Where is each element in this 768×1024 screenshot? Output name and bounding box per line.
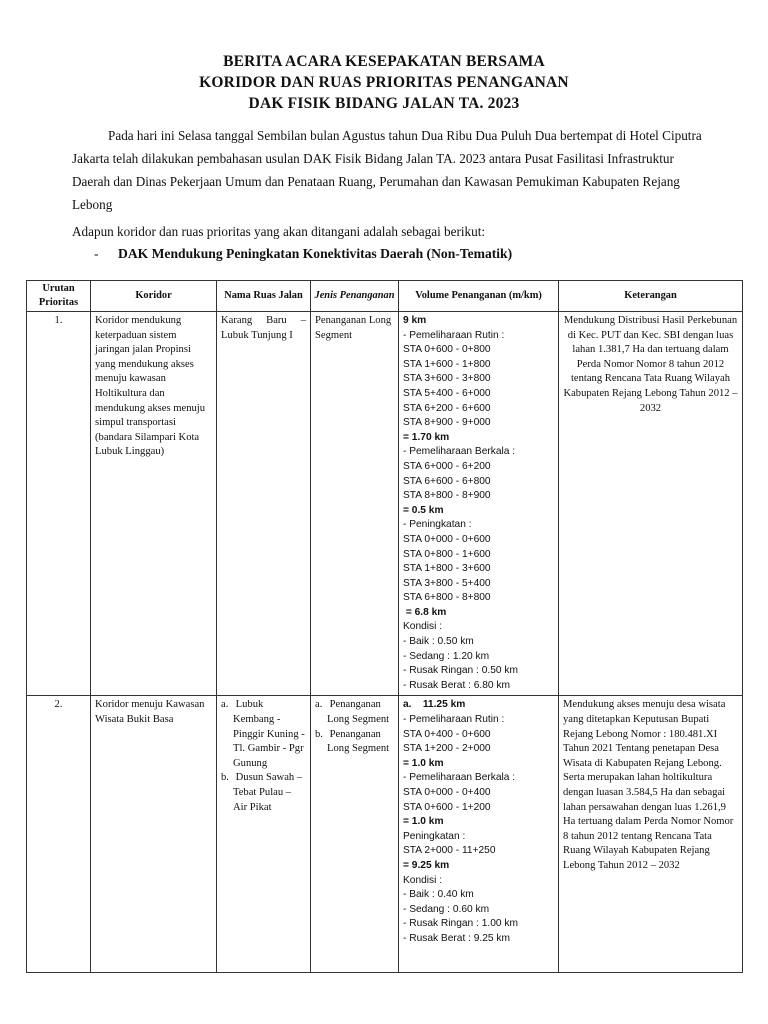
volume-line: - Sedang : 0.60 km xyxy=(403,903,490,915)
volume-line: STA 8+800 - 8+900 xyxy=(403,490,491,502)
volume-line: STA 0+600 - 0+800 xyxy=(403,344,491,356)
volume-line: = 1.0 km xyxy=(403,816,444,828)
section-heading xyxy=(94,244,512,264)
row-priority: 1. xyxy=(27,312,91,696)
header-koridor: Koridor xyxy=(91,281,217,312)
volume-line: - Pemeliharaan Berkala : xyxy=(403,772,516,784)
volume-line: STA 2+000 - 11+250 xyxy=(403,845,496,857)
volume-line: = 6.8 km xyxy=(403,606,447,618)
volume-line: STA 0+000 - 0+400 xyxy=(403,787,491,798)
volume-line: - Peningkatan : xyxy=(403,519,472,531)
volume-line: - Rusak Ringan : 0.50 km xyxy=(403,665,518,677)
marked-list-item xyxy=(221,698,306,771)
priority-table xyxy=(26,280,743,973)
row-volume xyxy=(399,696,559,973)
volume-line: Kondisi : xyxy=(403,874,443,886)
volume-line: - Rusak Berat : 9.25 km xyxy=(403,932,511,944)
volume-line: STA 6+600 - 6+800 xyxy=(403,475,491,487)
section-dash: - xyxy=(94,246,99,261)
volume-line: = 1.70 km xyxy=(403,431,450,443)
volume-line: STA 1+800 - 3+600 xyxy=(403,563,491,575)
header-jenis: Jenis Penanganan xyxy=(311,281,399,312)
volume-line: = 9.25 km xyxy=(403,859,450,871)
volume-line: STA 6+800 - 8+800 xyxy=(403,592,491,604)
volume-line: STA 5+400 - 6+000 xyxy=(403,387,491,399)
row-ruas xyxy=(217,696,311,973)
volume-line: STA 0+400 - 0+600 xyxy=(403,728,491,740)
volume-line: Peningkatan : xyxy=(403,830,466,842)
row-keterangan: Mendukung Distribusi Hasil Perkebunan di Kec. PUT dan Kec. SBI dengan luas lahan 1.381,7 Ha dan tertuang dalam Perda Nomor Nomor 8 tahun 2012 tentang Rencana Tata Ruang Wilayah Kabupaten Rejang Lebong Tahun 2012 – 2032 xyxy=(559,312,743,696)
list-marker: b. xyxy=(221,772,229,784)
volume-line: STA 6+200 - 6+600 xyxy=(403,402,491,414)
intro-paragraph: Pada hari ini Selasa tanggal Sembilan bulan Agustus tahun Dua Ribu Dua Puluh Dua bertempat di Hotel Ciputra Jakarta telah dilakukan pembahasan usulan DAK Fisik Bidang Jalan TA. 2023 antara Pusat Fasilitasi Infrastruktur Daerah dan Dinas Pekerjaan Umum dan Penataan Ruang, Perumahan dan Kawasan Pemukiman Kabupaten Rejang Lebong xyxy=(72,128,702,212)
list-text: Penanganan Long Segment xyxy=(327,728,390,755)
marked-list-item xyxy=(315,728,394,757)
document-title-line-1: BERITA ACARA KESEPAKATAN BERSAMA xyxy=(223,53,545,70)
list-marker: a. xyxy=(221,699,229,711)
list-marker: b. xyxy=(315,728,323,740)
header-nama-ruas: Nama Ruas Jalan xyxy=(217,281,311,312)
volume-line: - Pemeliharaan Rutin : xyxy=(403,714,505,726)
volume-line: 9 km xyxy=(403,315,427,326)
volume-line: STA 1+200 - 2+000 xyxy=(403,743,491,755)
volume-line: = 1.0 km xyxy=(403,757,444,769)
header-urutan: Urutan Prioritas xyxy=(27,281,91,312)
volume-line: STA 0+000 - 0+600 xyxy=(403,533,491,545)
volume-line: - Baik : 0.40 km xyxy=(403,889,474,901)
volume-line: STA 0+600 - 1+200 xyxy=(403,801,491,813)
section-heading-text: DAK Mendukung Peningkatan Konektivitas Daerah (Non-Tematik) xyxy=(118,246,513,261)
list-text: Penanganan Long Segment xyxy=(327,699,390,726)
volume-line: a. 11.25 km xyxy=(403,699,466,711)
row-jenis xyxy=(311,696,399,973)
marked-list-item xyxy=(221,771,306,815)
document-title-line-2: KORIDOR DAN RUAS PRIORITAS PENANGANAN xyxy=(199,74,569,91)
volume-line: STA 3+800 - 5+400 xyxy=(403,577,491,589)
volume-line: Kondisi : xyxy=(403,621,443,633)
header-keterangan: Keterangan xyxy=(559,281,743,312)
volume-line: STA 3+600 - 3+800 xyxy=(403,373,491,385)
volume-line: - Baik : 0.50 km xyxy=(403,636,474,648)
header-volume: Volume Penanganan (m/km) xyxy=(399,281,559,312)
intro-sentence: Adapun koridor dan ruas prioritas yang akan ditangani adalah sebagai berikut: xyxy=(72,224,486,239)
table-row xyxy=(27,312,743,696)
volume-line: - Pemeliharaan Rutin : xyxy=(403,329,505,341)
row-ruas: Karang Baru – Lubuk Tunjung I xyxy=(217,312,311,696)
list-marker: a. xyxy=(315,699,323,711)
table-header-row xyxy=(27,281,743,312)
row-koridor: Koridor mendukung keterpaduan sistem jaringan jalan Propinsi yang mendukung akses menuju kawasan Holtikultura dan mendukung akses menuju simpul transportasi (bandara Silampari Kota Lubuk Linggau) xyxy=(91,312,217,696)
volume-line: = 0.5 km xyxy=(403,504,444,516)
row-volume xyxy=(399,312,559,696)
volume-line: STA 6+000 - 6+200 xyxy=(403,460,491,472)
volume-line: - Rusak Ringan : 1.00 km xyxy=(403,918,518,930)
volume-line: STA 0+800 - 1+600 xyxy=(403,548,491,560)
list-text: Dusun Sawah – Tebat Pulau – Air Pikat xyxy=(233,772,303,813)
list-text: Lubuk Kembang - Pinggir Kuning - Tl. Gambir - Pgr Gunung xyxy=(233,699,305,769)
table-row xyxy=(27,696,743,973)
row-keterangan: Mendukung akses menuju desa wisata yang ditetapkan Keputusan Bupati Rejang Lebong Nomor : 180.481.XI Tahun 2021 Tentang penetapan Desa Wisata di Kabupaten Rejang Lebong. Serta merupakan lahan holtikultura dengan luasan 3.584,5 Ha dan sebagai lahan persawahan dengan luas 1.261,9 Ha tertuang dalam Perda Nomor Nomor 8 tahun 2012 tentang Rencana Tata Ruang Wilayah Kabupaten Rejang Lebong Tahun 2012 – 2032 xyxy=(559,696,743,973)
marked-list-item xyxy=(315,698,394,727)
volume-line: - Pemeliharaan Berkala : xyxy=(403,446,516,458)
volume-line: STA 8+900 - 9+000 xyxy=(403,417,491,429)
volume-line: STA 1+600 - 1+800 xyxy=(403,358,491,370)
row-jenis: Penanganan Long Segment xyxy=(311,312,399,696)
row-koridor: Koridor menuju Kawasan Wisata Bukit Basa xyxy=(91,696,217,973)
row-priority: 2. xyxy=(27,696,91,973)
volume-line: - Sedang : 1.20 km xyxy=(403,650,490,662)
volume-line: - Rusak Berat : 6.80 km xyxy=(403,679,511,691)
document-title-line-3: DAK FISIK BIDANG JALAN TA. 2023 xyxy=(248,95,520,112)
